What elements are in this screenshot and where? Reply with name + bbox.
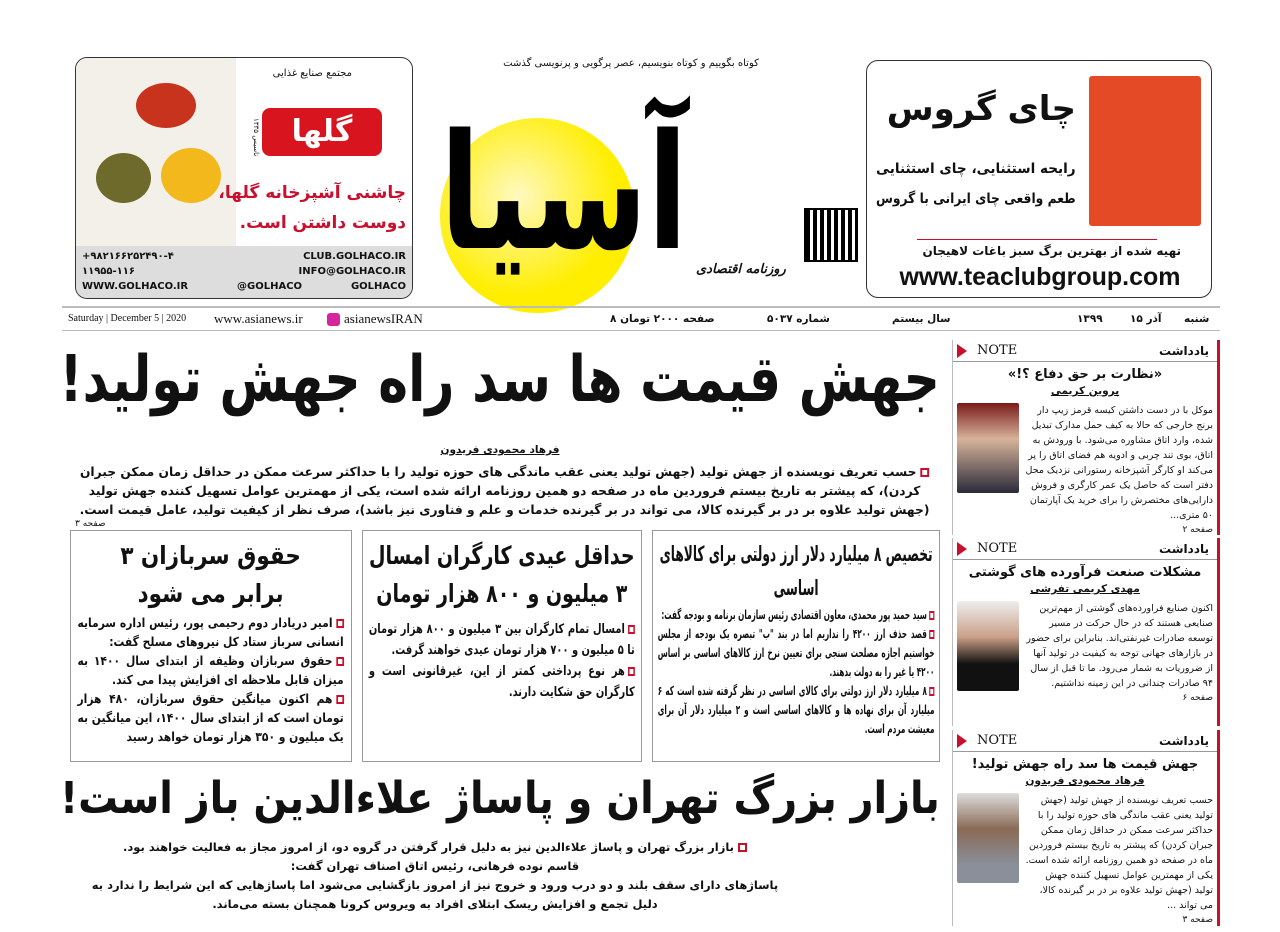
golha-advertisement[interactable] bbox=[75, 57, 413, 299]
date: ۱۵ آذر bbox=[1130, 313, 1162, 325]
instagram-icon bbox=[327, 313, 340, 326]
masthead-subtitle: روزنامه اقتصادی bbox=[696, 262, 786, 277]
author-photo bbox=[957, 403, 1019, 493]
instagram-link[interactable]: GOLHACO bbox=[350, 281, 406, 292]
club-link[interactable]: CLUB.GOLHACO.IR bbox=[303, 251, 406, 262]
telegram-link[interactable]: @GOLHACO bbox=[237, 281, 303, 292]
tea-box-image bbox=[1089, 76, 1201, 226]
tea-advertisement[interactable] bbox=[866, 60, 1212, 298]
phone: +۹۸۲۱۶۶۲۵۲۴۹۰-۴ bbox=[82, 251, 174, 262]
company-name: مجتمع صنایع غذایی bbox=[272, 68, 352, 79]
note-author: مهدی کریمی تفرشی bbox=[1030, 583, 1140, 595]
slogan: کوتاه بگوییم و کوتاه بنویسیم، عصر پرگویی و پرنویسی گذشت bbox=[503, 58, 759, 69]
website-link[interactable]: www.asianews.ir bbox=[214, 311, 303, 326]
lead-headline[interactable]: جهش قیمت ها سد راه جهش تولید! bbox=[59, 343, 941, 417]
note-author: پروین کریمی bbox=[1050, 385, 1120, 397]
pobox: ۱۱۹۵۵-۱۱۶ bbox=[82, 266, 135, 277]
instagram-handle[interactable]: asianewsIRAN bbox=[344, 311, 423, 326]
note-author: فرهاد محمودی فریدون bbox=[1025, 775, 1145, 787]
dateline bbox=[62, 306, 1220, 331]
founded-label: تاسیس ۱۳۳۵ bbox=[252, 118, 260, 157]
triangle-icon bbox=[957, 344, 967, 358]
note-title: جهش قیمت ها سد راه جهش تولید! bbox=[971, 757, 1199, 772]
second-headline[interactable]: بازار بزرگ تهران و پاساژ علاءالدین باز است! bbox=[60, 773, 940, 824]
note-title: مشکلات صنعت فرآورده های گوشتی bbox=[968, 565, 1202, 580]
tea-url[interactable]: www.teaclubgroup.com bbox=[899, 263, 1181, 291]
year: ۱۳۹۹ bbox=[1077, 313, 1103, 325]
web-link[interactable]: WWW.GOLHACO.IR bbox=[82, 281, 189, 292]
story-box-soldiers[interactable]: حقوق سربازان ۳ برابر می شود امیر دریادار دوم رحیمی پور، رئیس اداره سرمایه انسانی سرباز ستاد کل نیروهای مسلح گفت: حقوق سربازان وظیفه از ابتدای سال ۱۴۰۰ به میزان قابل ملاحظه ای افزایش پیدا می کند. هم اکنون میانگین حقوق سربازان، ۴۸۰ هزار تومان است که از ابتدای سال ۱۴۰۰، این میانگین به یک میلیون و ۳۵۰ هزار تومان خواهد رسید bbox=[70, 530, 352, 762]
tea-line-2: طعم واقعی چای ایرانی با گروس bbox=[876, 191, 1076, 207]
note-1[interactable]: یادداشت NOTE «نظارت بر حق دفاع ؟!» پروین کریمی موکل با در دست داشتن کیسه قرمز زیپ دار برنج خارجی که حالا به کیف حمل مدارک تبدیل شده، وارد اتاق مشاوره می‌شود. با ورودش به اتاق، بوی تند چربی و ادویه هم فضای اتاق را پر می‌کند او کارگر آشپزخانه رستورانی نزدیک محل دفتر است که حاصل یک عمر کارگری و فروش دارایی‌های مختصرش را برای خرید یک آپارتمان ۵۰ متری... صفحه ۲ bbox=[952, 340, 1220, 535]
story-title: حداقل عیدی کارگران امسال ۳ میلیون و ۸۰۰ هزار تومان bbox=[369, 541, 635, 608]
lead-page-ref: صفحه ۳ bbox=[75, 519, 106, 529]
story-title: تخصیص ۸ میلیارد دلار ارز دولتی برای کالاهای اساسی bbox=[659, 542, 933, 600]
volume: سال بیستم bbox=[892, 313, 951, 325]
ad-tagline-1: چاشنی آشپزخانه گلها، bbox=[218, 183, 406, 203]
note-label: یادداشت bbox=[1159, 343, 1209, 358]
tea-line-1: رایحه استثنایی، چای استثنایی bbox=[876, 161, 1076, 177]
triangle-icon bbox=[957, 734, 967, 748]
author-photo bbox=[957, 601, 1019, 691]
logo[interactable]: آسیا bbox=[440, 99, 688, 286]
second-body: بازار بزرگ تهران و پاساژ علاءالدین نیز به دلیل قرار گرفتن در گروه دو، از امروز مجاز به فعالیت خواهند بود. قاسم نوده فرهانی، رئیس اتاق اصناف تهران گفت: پاساژهای دارای سقف بلند و دو درب ورود و خروج نیز از امروز بازگشایی می‌شود اما پاساژهایی که این شرایط را ندارد به دلیل تجمع و افزایش ریسک ابتلای افراد به ویروس کرونا همچنان بسته می‌ماند. bbox=[91, 840, 779, 911]
qr-code-icon bbox=[806, 210, 856, 260]
divider bbox=[917, 239, 1157, 240]
story-box-currency[interactable]: تخصیص ۸ میلیارد دلار ارز دولتی برای کالاهای اساسی سید حمید پور محمدی، معاون اقتصادی رئیس سازمان برنامه و بودجه گفت: قصد حذف ارز ۴۲۰۰ را نداریم اما در بند "ب" تبصره یک بودجه از مجلس خواستیم اجازه مصلحت سنجی برای تعیین نرخ ارز کالاهای اساسی بر اساس ۴۲۰۰ یا غیر را به دولت بدهند. ۸ میلیارد دلار ارز دولتی برای کالای اساسی در نظر گرفته شده است که ۶ میلیارد آن برای نهاده ها و کالاهای اساسی است و ۲ میلیارد دلار آن برای معیشت مردم است. bbox=[652, 530, 940, 762]
triangle-icon bbox=[957, 542, 967, 556]
email-link[interactable]: INFO@GOLHACO.IR bbox=[298, 266, 406, 277]
issue-number: شماره ۵۰۳۷ bbox=[767, 313, 830, 325]
english-date: Saturday | December 5 | 2020 bbox=[68, 313, 187, 324]
note-title: «نظارت بر حق دفاع ؟!» bbox=[1007, 367, 1163, 382]
lead-author: فرهاد محمودی فریدون bbox=[440, 444, 560, 456]
story-box-bonus[interactable]: حداقل عیدی کارگران امسال ۳ میلیون و ۸۰۰ هزار تومان امسال تمام کارگران بین ۳ میلیون و ۸۰۰ هزار تومان تا ۵ میلیون و ۷۰۰ هزار تومان عیدی خواهند گرفت. هر نوع پرداختی کمتر از این، غیرقانونی است و کارگران حق شکایت دارند. bbox=[362, 530, 642, 762]
price: ۸ صفحه ۲۰۰۰ تومان bbox=[610, 313, 715, 325]
bullet-icon bbox=[921, 468, 930, 477]
story-title: حقوق سربازان ۳ برابر می شود bbox=[120, 541, 302, 608]
lead-body: حسب تعریف نویسنده از جهش تولید (جهش تولید یعنی عقب ماندگی های حوزه تولید را با حداکثر سرعت ممکن در حداقل زمان ممکن جبران کردن)، که پیشتر به تاریخ بیستم فروردین ماه در صفحه دو همین روزنامه ارائه شده است، یکی از مهمترین عوامل تسهیل کننده جهش تولید (جهش تولید علاوه بر در بر گیرنده کالا، می تواند در بر گیرنده خدمات و علم و فناوری نیز باشد)، صرف نظر از کیفیت تولید، عامل قیمت است. bbox=[80, 464, 930, 517]
ad-tagline-2: دوست داشتن است. bbox=[239, 213, 406, 233]
note-2[interactable]: یادداشت NOTE مشکلات صنعت فرآورده های گوشتی مهدی کریمی تفرشی اکنون صنایع فراورده‌های گوشتی از مهم‌ترین صنایعی هستند که در حال حرکت در مسیر توسعه صادرات غیرنفتی‌اند. بنابراین برای حضور در بازارهای جهانی توجه به کیفیت در تولید آنها از ضروریات به شمار می‌رود. ما تا قبل از سال ۹۴ صادرات چندانی در این زمینه نداشتیم. صفحه ۶ bbox=[952, 538, 1220, 726]
note-3[interactable]: یادداشت NOTE جهش قیمت ها سد راه جهش تولید! فرهاد محمودی فریدون حسب تعریف نویسنده از جهش تولید (جهش تولید یعنی عقب ماندگی های حوزه تولید را با حداکثر سرعت ممکن در حداقل زمان ممکن جبران کردن) که پیشتر به تاریخ بیستم فروردین ماه در صفحه دو همین روزنامه ارائه شده است. یکی از مهمترین عوامل تسهیل کننده جهش تولید (جهش تولید علاوه بر در بر گیرنده کالا، می تواند ... صفحه ۳ bbox=[952, 730, 1220, 926]
author-photo bbox=[957, 793, 1019, 883]
golha-logo: گلها bbox=[262, 108, 382, 156]
contact-strip bbox=[76, 246, 412, 298]
tea-line-3: تهیه شده از بهترین برگ سبز باغات لاهیجان bbox=[922, 244, 1181, 258]
tea-brand: چای گروس bbox=[886, 89, 1076, 129]
weekday: شنبه bbox=[1184, 313, 1210, 325]
